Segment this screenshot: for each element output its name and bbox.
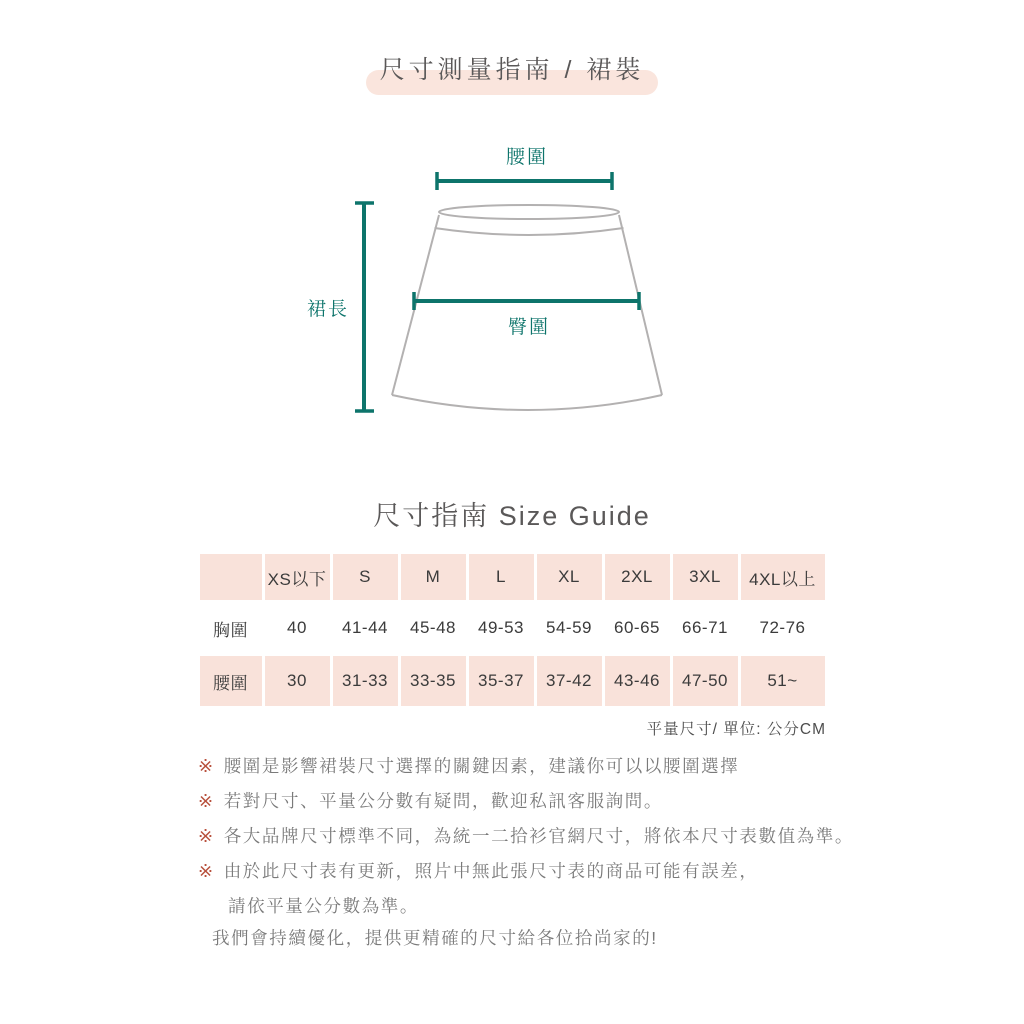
header-cell-l: L <box>469 554 534 600</box>
chest-value-m: 45-48 <box>401 603 466 653</box>
length-measure-line <box>355 203 374 411</box>
skirt-waistband-seam <box>435 228 624 235</box>
header-cell-s: S <box>333 554 398 600</box>
waist-value-xl: 37-42 <box>537 656 602 706</box>
waist-value-l: 35-37 <box>469 656 534 706</box>
measurement-unit-note: 平量尺寸/ 單位: 公分CM <box>646 721 826 738</box>
waist-label: 腰圍 <box>505 147 549 168</box>
waist-measure-line <box>437 172 612 190</box>
chest-value-l: 49-53 <box>469 603 534 653</box>
note-item <box>198 825 854 847</box>
row-label-chest: 胸圍 <box>200 603 262 653</box>
waist-value-xs: 30 <box>265 656 330 706</box>
header-cell-2xl: 2XL <box>605 554 670 600</box>
hip-measure-line <box>414 292 639 310</box>
header-cell-xl: XL <box>537 554 602 600</box>
header-cell-m: M <box>401 554 466 600</box>
chest-value-2xl: 60-65 <box>605 603 670 653</box>
closing-note: 我們會持續優化，提供更精確的尺寸給各位拾尚家的! <box>212 928 658 948</box>
reference-mark-icon: ※ <box>198 756 215 776</box>
header-cell-3xl: 3XL <box>673 554 738 600</box>
reference-mark-icon: ※ <box>198 791 215 811</box>
length-label: 裙長 <box>307 299 350 320</box>
chest-value-xl: 54-59 <box>537 603 602 653</box>
skirt-diagram-svg <box>292 138 732 430</box>
header-cell-xs: XS以下 <box>265 554 330 600</box>
note-item <box>198 790 826 812</box>
size-table <box>197 551 828 709</box>
waist-value-s: 31-33 <box>333 656 398 706</box>
note-text: 各大品牌尺寸標準不同，為統一二拾衫官網尺寸，將依本尺寸表數值為準。 <box>223 826 854 846</box>
waist-value-2xl: 43-46 <box>605 656 670 706</box>
page-title: 尺寸測量指南 / 裙裝 <box>380 50 645 86</box>
header-cell-4xl: 4XL以上 <box>741 554 825 600</box>
note-text: 腰圍是影響裙裝尺寸選擇的關鍵因素，建議你可以以腰圍選擇 <box>223 756 740 776</box>
skirt-outline <box>392 205 662 410</box>
note-continuation: 請依平量公分數為準。 <box>228 896 419 916</box>
skirt-waistband-rim <box>439 205 619 219</box>
note-item <box>198 860 826 882</box>
table-row-chest <box>200 603 825 653</box>
skirt-hem <box>392 395 662 410</box>
chest-value-xs: 40 <box>265 603 330 653</box>
chest-value-4xl: 72-76 <box>741 603 825 653</box>
page-header <box>0 0 1024 86</box>
table-row-waist <box>200 656 825 706</box>
skirt-measurement-diagram <box>292 138 732 430</box>
reference-mark-icon: ※ <box>198 826 215 846</box>
size-guide-heading: 尺寸指南 Size Guide <box>373 501 651 531</box>
waist-value-3xl: 47-50 <box>673 656 738 706</box>
header-cell-empty <box>200 554 262 600</box>
hip-label: 臀圍 <box>507 317 551 338</box>
note-item <box>198 755 826 777</box>
notes-section <box>198 755 854 949</box>
reference-mark-icon: ※ <box>198 861 215 881</box>
chest-value-3xl: 66-71 <box>673 603 738 653</box>
waist-value-4xl: 51~ <box>741 656 825 706</box>
waist-value-m: 33-35 <box>401 656 466 706</box>
size-table-header <box>200 554 825 600</box>
chest-value-s: 41-44 <box>333 603 398 653</box>
note-text: 若對尺寸、平量公分數有疑問，歡迎私訊客服詢問。 <box>223 791 663 811</box>
note-text: 由於此尺寸表有更新，照片中無此張尺寸表的商品可能有誤差， <box>223 861 759 881</box>
row-label-waist: 腰圍 <box>200 656 262 706</box>
